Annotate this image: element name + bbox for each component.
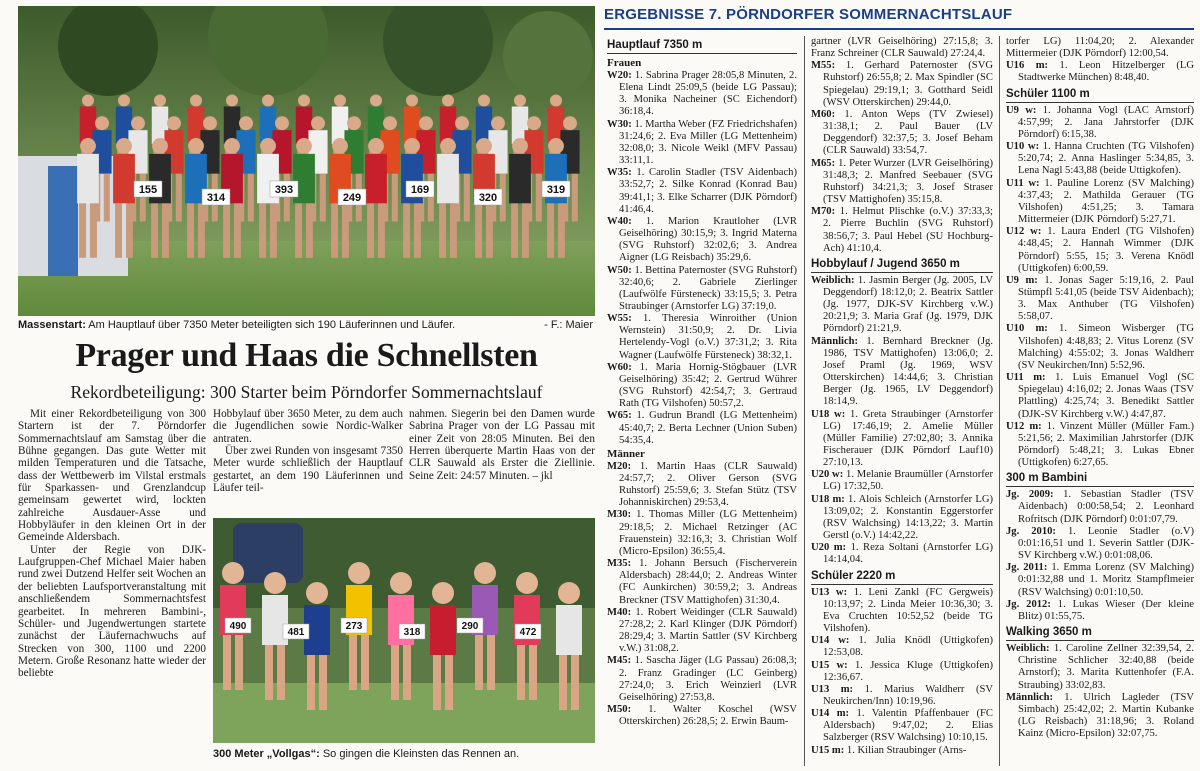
results-text: 1. Sascha Jäger (LG Passau) 26:08,3; 2. Franz Gradinger (LC Geinberg) 27:24,0; 3. Erich Weinzierl (LVR Geiselhöring) 27:53,8. bbox=[619, 655, 797, 703]
results-category: Jg. 2011: bbox=[1006, 562, 1048, 574]
svg-text:481: 481 bbox=[287, 627, 305, 638]
results-category: Männlich: bbox=[1006, 691, 1054, 703]
results-text: 1. Ulrich Lagleder (TSV Simbach) 25:42,02; 2. Martin Kubanke (LG Reisbach) 31:18,96; 3. Roland Kainz (Micro-Epsilon) 32:07,75. bbox=[1018, 691, 1194, 740]
results-entry bbox=[607, 558, 797, 607]
child-bib bbox=[457, 618, 483, 633]
results-category: U14 w: bbox=[811, 635, 850, 647]
article-paragraph: Mit einer Rekordbeteiligung von 300 Startern ist der 7. Pörndorfer Sommernachtslauf am Samstag über die Bühne gegangen. Das gute Wetter mit milden Temperaturen und die Tatsache, dass der Wettbewerb im Vilstal erstmals für Sparkassen- und Grenzlandcup gemeinsam gewertet wird, lockten zahlreiche Ausdauer-Asse und Hobbyläufer in den kleinen Ort in der Gemeinde Aldersbach. bbox=[18, 408, 206, 544]
svg-text:318: 318 bbox=[403, 627, 421, 638]
results-text: 1. Robert Weidinger (CLR Sauwald) 27:28,2; 2. Karl Klinger (DJK Pörndorf) 28:29,4; 3. Martin Sattler (SV Kirchberg v.W.) 31:08,2. bbox=[619, 606, 797, 655]
results-entry bbox=[1006, 599, 1194, 623]
results-category: U16 m: bbox=[1006, 60, 1049, 72]
results-entry bbox=[607, 167, 797, 216]
results-entry bbox=[607, 607, 797, 656]
results-category: U10 m: bbox=[1006, 323, 1048, 335]
results-category: U20 m: bbox=[811, 542, 847, 554]
results-entry bbox=[607, 313, 797, 362]
svg-text:290: 290 bbox=[461, 621, 479, 632]
results-text: 1. Laura Enderl (TG Vilshofen) 4:48,45; 2. Hannah Wimmer (DJK Pörndorf) 5:55, 15; 3. Verena Knödl (Uttigkofen) 6:00,59. bbox=[1018, 226, 1194, 274]
results-entry bbox=[811, 542, 993, 566]
results-text: 1. Gerhard Paternoster (SVG Ruhstorf) 26:55,8; 2. Max Spindler (SC Spiegelau) 29:19,1; 3. Gotthard Seidl (WSV Otterskirchen) 29:44,0. bbox=[823, 60, 993, 108]
results-category: U9 m: bbox=[1006, 274, 1038, 286]
results-entry-continuation: torfer LG) 11:04,20; 2. Alexander Mittermeier (DJK Pörndorf) 12:00,54. bbox=[1006, 36, 1194, 60]
results-text: 1. Valentin Pfaffenbauer (FC Aldersbach) 9:47,02; 2. Elias Salzberger (RSV Walchsing) 10:10,15. bbox=[823, 708, 993, 744]
child-bib bbox=[283, 624, 309, 639]
results-text: 1. Kilian Straubinger (Arns- bbox=[844, 744, 967, 756]
runner-bib bbox=[202, 189, 230, 205]
results-section-heading: Walking 3650 m bbox=[1006, 625, 1194, 641]
article-headline: Prager und Haas die Schnellsten bbox=[75, 337, 538, 374]
results-category: Jg. 2010: bbox=[1006, 525, 1056, 537]
results-entry bbox=[811, 708, 993, 744]
child-bib bbox=[341, 618, 367, 633]
results-text: 1. Marion Krautloher (LVR Geiselhöring) 30:15,9; 3. Ingrid Materna (SVG Ruhstorf) 32:02,6; 3. Andrea Aigner (LG Reisbach) 35:29,6. bbox=[619, 215, 797, 264]
results-entry bbox=[607, 655, 797, 704]
results-section-heading: 300 m Bambini bbox=[1006, 471, 1194, 487]
results-text: 1. Theresia Winroither (Union Wernstein) 31:50,9; 2. Dr. Livia Hertelendy-Vogl (o.V.) 37:31,2; 3. Rita Wagner (Laufwölfe Fürsteneck) 38:32,1. bbox=[619, 313, 797, 361]
results-text: 1. Hanna Cruchten (TG Vilshofen) 5:20,74; 2. Anna Haslinger 5:34,85, 3. Lena Nagl 5:43,88 (beide Uttigkofen). bbox=[1018, 141, 1194, 177]
results-entry bbox=[1006, 526, 1194, 562]
results-section-heading: Schüler 2220 m bbox=[811, 569, 993, 585]
results-entry bbox=[1006, 226, 1194, 275]
results-text: 1. Alois Schleich (Arnstorfer LG) 13:09,02; 2. Konstantin Eggerstorfer (RSV Walchsing) 14:13,22; 3. Martin Gerstl (o.V.) 14:42,22. bbox=[823, 493, 993, 542]
results-category: U10 w: bbox=[1006, 141, 1040, 153]
results-text: 1. Reza Soltani (Arnstorfer LG) 14:14,04. bbox=[823, 542, 993, 566]
results-category: U13 w: bbox=[811, 586, 848, 598]
runner-bib bbox=[338, 189, 366, 205]
results-text: 1. Lukas Wieser (Der kleine Blitz) 01:55,75. bbox=[1018, 598, 1194, 622]
results-category: M45: bbox=[607, 655, 632, 667]
article-column-3 bbox=[409, 408, 595, 482]
results-entry bbox=[1006, 643, 1194, 692]
results-text: 1. Johann Bersuch (Fischerverein Aldersbach) 28:44,0; 2. Andreas Winter (FC Aunkirchen) 30:59,2; 3. Andreas Breckner (TSV Mattighofen) 31:30,4. bbox=[619, 558, 797, 606]
results-text: 1. Sebastian Stadler (TSV Aidenbach) 0:00:58,54; 2. Leonhard Rofritsch (DJK Pörndorf) 0:01:07,79. bbox=[1018, 489, 1194, 525]
results-text: 1. Helmut Plischke (o.V.) 37:33,3; 2. Pierre Buchlin (SVG Ruhstorf) 38:56,7; 3. Paul Hebel (SU Hochburg-Ach) 41:10,4. bbox=[823, 206, 993, 254]
results-subheading: Frauen bbox=[607, 57, 642, 69]
results-text: 1. Thomas Miller (LG Mettenheim) 29:18,5; 2. Michael Retzinger (AC Frauenstein) 32:16,3; 3. Christian Wolf (Micro-Epsilon) 36:55,4. bbox=[619, 509, 797, 557]
photo-caption-1: Massenstart: Am Hauptlauf über 7350 Meter beteiligten sich 190 Läuferinnen und Läufer. - F.: Maier bbox=[18, 319, 593, 331]
article-column-1 bbox=[18, 408, 206, 680]
mass-start-image bbox=[18, 6, 595, 316]
results-subheading: Männer bbox=[607, 447, 645, 460]
results-entry bbox=[1006, 372, 1194, 421]
article-paragraph: Über zwei Runden von insgesamt 7350 Meter wurde schließlich der Hauptlauf gestartet, an dem 190 Läuferinnen und Läufer teil- bbox=[213, 445, 403, 495]
results-entry bbox=[811, 158, 993, 207]
photo-credit: - F.: Maier bbox=[544, 319, 593, 331]
runner-bib bbox=[270, 181, 298, 197]
child-bib bbox=[515, 624, 541, 639]
results-text: 1. Vinzent Müller (Müller Fam.) 5:21,56; 2. Maximilian Jahrstorfer (DJK Pörndorf) 5:48,21; 3. Lukas Ebner (Uttigkofen) 6:27,65. bbox=[1018, 420, 1194, 469]
results-entry bbox=[811, 635, 993, 659]
results-entry bbox=[811, 660, 993, 684]
results-text: 1. Leni Zankl (FC Gergweis) 10:13,97; 2. Linda Meier 10:36,30; 3. Eva Cruchten 10:52,52 (beide TG Vilshofen). bbox=[823, 586, 993, 635]
results-text: 1. Bettina Paternoster (SVG Ruhstorf) 32:40,6; 2. Gabriele Zierlinger (Laufwölfe Fürsteneck) 33:15,5; 3. Petra Straubinger (Arnstorfer LG) 37:19,0. bbox=[619, 264, 797, 312]
results-text: 1. Jessica Kluge (Uttigkofen) 12:36,67. bbox=[823, 659, 993, 683]
results-category: W65: bbox=[607, 410, 632, 422]
results-entry bbox=[811, 684, 993, 708]
results-text: 1. Marius Waldherr (SV Neukirchen/Inn) 10:19,96. bbox=[823, 683, 993, 707]
results-entry bbox=[607, 362, 797, 411]
results-category: Jg. 2012: bbox=[1006, 598, 1051, 610]
results-entry bbox=[607, 704, 797, 728]
results-text: 1. Martin Haas (CLR Sauwald) 24:57,7; 2. Oliver Gerson (SVG Ruhstorf) 25:59,6; 3. Stefan Stütz (TSV Johanniskirchen) 29:53,4. bbox=[619, 460, 797, 509]
results-entry bbox=[1006, 562, 1194, 598]
results-category: M30: bbox=[607, 509, 632, 521]
results-category: Weiblich: bbox=[811, 274, 855, 286]
svg-text:155: 155 bbox=[138, 184, 158, 196]
child-bib bbox=[225, 618, 251, 633]
results-text: 1. Leonie Stadler (o.V) 0:01:16,51 und 1. Severin Sattler (DJK-SV Kirchberg v.W.) 0:01:08,06. bbox=[1018, 525, 1194, 562]
results-category: U12 w: bbox=[1006, 226, 1042, 238]
svg-text:319: 319 bbox=[546, 184, 566, 196]
results-entry bbox=[811, 60, 993, 109]
results-entry bbox=[1006, 275, 1194, 324]
results-text: 1. Gudrun Brandl (LG Mettenheim) 45:40,7; 2. Berta Lechner (Union Suben) 54:35,4. bbox=[619, 410, 797, 446]
results-text: 1. Greta Straubinger (Arnstorfer LG) 17:46,19; 2. Amelie Müller (Müller Familie) 27:02,80; 3. Annika Fischerauer (DJK Pörndorf Lauf10) 27:10,13. bbox=[823, 408, 993, 469]
results-entry bbox=[811, 206, 993, 255]
results-category: U20 w: bbox=[811, 469, 844, 481]
results-category: W50: bbox=[607, 264, 632, 276]
child-bib bbox=[399, 624, 425, 639]
svg-text:472: 472 bbox=[519, 627, 537, 638]
article-subheadline: Rekordbeteiligung: 300 Starter beim Pörndorfer Sommernachtslauf bbox=[70, 382, 543, 402]
results-entry bbox=[811, 469, 993, 493]
kids-race-photo bbox=[213, 518, 595, 743]
results-section-heading: Schüler 1100 m bbox=[1006, 87, 1194, 103]
results-section-heading: Hauptlauf 7350 m bbox=[607, 38, 797, 54]
results-text: 1. Maria Hornig-Stögbauer (LVR Geiselhöring) 35:42; 2. Gertrud Wührer (SVG Ruhstorf) 42:54,7; 3. Gertraud Rath (TG Vilshofen) 50:57,2. bbox=[619, 361, 797, 410]
runner-bib bbox=[406, 181, 434, 197]
article-paragraph: nahmen. Siegerin bei den Damen wurde Sabrina Prager von der LG Passau mit einer Zeit von 28:05 Minuten. Bei den Herren überquerte Martin Haas von der CLR Sauwald als Erster die Ziellinie. Seine Zeit: 24:57 Minuten. – jkl bbox=[409, 408, 595, 482]
results-text: 1. Peter Wurzer (LVR Geiselhöring) 31:48,3; 2. Manfred Seebauer (SVG Ruhstorf) 34:21,3; 3. Josef Straser (TSV Mattighofen) 35:15,8. bbox=[823, 157, 993, 206]
article-paragraph: Unter der Regie von DJK-Laufgruppen-Chef Michael Maier haben rund zwei Dutzend Helfer seit Wochen an der beliebten Laufsportveranstaltung mit anschließendem Sommernachtsfest gearbeitet. In mehreren Bambini-, Schüler- und Jugendwertungen startete zunächst der Läufernachwuchs auf Strecken von 300, 1100 und 2200 Metern. Große Resonanz hatte wieder der beliebte bbox=[18, 543, 206, 680]
runner-bib bbox=[542, 181, 570, 197]
column-divider bbox=[999, 36, 1000, 766]
results-entry bbox=[1006, 178, 1194, 227]
runner-bib bbox=[474, 189, 502, 205]
results-category: U11 w: bbox=[1006, 177, 1040, 189]
results-entry bbox=[1006, 323, 1194, 372]
results-entry bbox=[607, 265, 797, 314]
results-category: W55: bbox=[607, 313, 632, 325]
results-text: 1. Leon Hitzelberger (LG Stadtwerke München) 8:48,40. bbox=[1018, 60, 1194, 84]
results-text: 1. Martha Weber (FZ Friedrichshafen) 31:24,6; 2. Eva Miller (LG Mettenheim) 32:08,0; 3. Nicole Weikl (MFV Passau) 33:11,1. bbox=[619, 118, 797, 167]
results-column-2 bbox=[811, 36, 993, 766]
svg-text:393: 393 bbox=[274, 184, 294, 196]
results-text: 1. Pauline Lorenz (SV Malching) 4:37,43; 2. Mathilda Gerauer (TG Vilshofen) 4:51,25; 3. Tamara Mittermeier (DJK Pörndorf) 5:27,71. bbox=[1018, 177, 1194, 226]
results-category: M60: bbox=[811, 108, 836, 120]
results-category: M65: bbox=[811, 157, 836, 169]
svg-text:273: 273 bbox=[345, 621, 363, 632]
results-text: 1. Carolin Stadler (TSV Aidenbach) 33:52,7; 2. Silke Konrad (Konrad Bau) 39:41,1; 3. Elke Scharrer (DJK Pörndorf) 41:46,4. bbox=[619, 167, 797, 215]
results-category: W40: bbox=[607, 215, 632, 227]
svg-text:169: 169 bbox=[410, 184, 430, 196]
results-text: 1. Caroline Zellner 32:39,54, 2. Christine Schlicher 32:40,88 (beide Arnstorf); 3. Marita Kuttenhofer (F.A. Straubing) 33:02,83. bbox=[1018, 643, 1194, 691]
svg-text:314: 314 bbox=[206, 192, 226, 204]
results-entry bbox=[607, 509, 797, 558]
results-category: M70: bbox=[811, 206, 836, 218]
results-entry bbox=[811, 587, 993, 636]
article-paragraph: Hobbylauf über 3650 Meter, zu dem auch die Jugendlichen sowie Nordic-Walker antraten. bbox=[213, 408, 403, 445]
results-category: U15 w: bbox=[811, 659, 848, 671]
results-entry bbox=[811, 409, 993, 470]
results-category: Männlich: bbox=[811, 335, 859, 347]
article-column-2 bbox=[213, 408, 403, 494]
results-category: U13 m: bbox=[811, 683, 854, 695]
results-entry bbox=[607, 119, 797, 168]
results-category: M20: bbox=[607, 460, 632, 472]
results-column-3 bbox=[1006, 36, 1194, 766]
svg-text:490: 490 bbox=[229, 621, 247, 632]
results-entry bbox=[1006, 60, 1194, 84]
results-text: 1. Melanie Braumüller (Arnstorfer LG) 17:32,50. bbox=[823, 469, 993, 493]
svg-text:249: 249 bbox=[342, 192, 362, 204]
results-category: U12 m: bbox=[1006, 420, 1042, 432]
results-text: 1. Bernhard Breckner (Jg. 1986, TSV Mattighofen) 13:06,0; 2. Josef Praml (Jg. 1969, WSV Otterskirchen) 14:44,6; 3. Christian Berger (Jg. 1965, LV Deggendorf) 18:14,9. bbox=[823, 335, 993, 408]
mass-start-photo bbox=[18, 6, 595, 316]
results-entry bbox=[1006, 105, 1194, 141]
results-entry bbox=[607, 216, 797, 265]
results-entry bbox=[607, 461, 797, 510]
results-text: 1. Luis Emanuel Vogl (SC Spiegelau) 4:16,02; 2. Jonas Waas (TSV Plattling) 4:25,74; 3. Benedikt Sattler (DJK-SV Kirchberg v.W.) 4:47,87. bbox=[1018, 372, 1194, 420]
results-category: Jg. 2009: bbox=[1006, 489, 1054, 501]
svg-text:320: 320 bbox=[478, 192, 498, 204]
results-category: W30: bbox=[607, 118, 632, 130]
results-category: W35: bbox=[607, 167, 632, 179]
results-category: Weiblich: bbox=[1006, 643, 1050, 655]
results-category: U11 m: bbox=[1006, 372, 1046, 384]
results-category: U9 w: bbox=[1006, 104, 1037, 116]
results-entry bbox=[811, 275, 993, 336]
results-category: U18 m: bbox=[811, 493, 845, 505]
results-text: 1. Walter Koschel (WSV Otterskirchen) 26:28,5; 2. Erwin Baum- bbox=[619, 703, 797, 728]
results-category: U18 w: bbox=[811, 408, 846, 420]
results-text: 1. Simeon Wisberger (TG Vilshofen) 4:48,83; 2. Vitus Lorenz (SV Malching) 4:55:02; 3. Jonas Waldherr (SV Neukirchen/Inn) 5:52,96. bbox=[1018, 323, 1194, 371]
results-text: 1. Jasmin Berger (Jg. 2005, LV Deggendorf) 18:12,0; 2. Beatrix Sattler (Jg. 1977, DJK-SV Kirchberg v.W.) 20:21,9; 3. Maria Graf (Jg. 1979, DJK Pörndorf) 21:21,9. bbox=[823, 274, 993, 335]
results-text: 1. Anton Weps (TV Zwiesel) 31:38,1; 2. Paul Bauer (LV Deggendorf) 32:37,5; 3. Josef Beham (CLR Sauwald) 33:54,7. bbox=[823, 108, 993, 157]
results-section-heading: Hobbylauf / Jugend 3650 m bbox=[811, 257, 993, 273]
results-entry bbox=[811, 336, 993, 409]
results-text: 1. Emma Lorenz (SV Malching) 0:01:32,88 und 1. Moritz Stampflmeier (RSV Walchsing) 0:01:10,50. bbox=[1018, 562, 1194, 598]
results-entry bbox=[1006, 692, 1194, 741]
results-text: 1. Julia Knödl (Uttigkofen) 12:53,08. bbox=[823, 635, 993, 659]
results-category: W60: bbox=[607, 361, 632, 373]
results-category: M35: bbox=[607, 558, 632, 570]
photo-caption-2: 300 Meter „Vollgas“: So gingen die Kleinsten das Rennen an. bbox=[213, 748, 520, 760]
results-entry bbox=[811, 494, 993, 543]
results-entry bbox=[607, 70, 797, 119]
results-entry bbox=[1006, 421, 1194, 470]
results-text: 1. Johanna Vogl (LAC Arnstorf) 4:57,99; 2. Jana Jahrstorfer (DJK Pörndorf) 6:15,38. bbox=[1018, 104, 1194, 140]
results-category: M55: bbox=[811, 60, 836, 72]
results-entry bbox=[811, 745, 993, 757]
results-entry bbox=[607, 410, 797, 446]
runner-bib bbox=[134, 181, 162, 197]
column-divider bbox=[804, 36, 805, 766]
results-category: M50: bbox=[607, 703, 632, 715]
kids-race-image bbox=[213, 518, 595, 743]
results-text: 1. Sabrina Prager 28:05,8 Minuten, 2. Elena Lindt 25:09,5 (beide LG Passau); 3. Monika Nacheiner (SC Eichendorf) 36:18,4. bbox=[619, 70, 797, 118]
results-category: U14 m: bbox=[811, 708, 850, 720]
results-entry-continuation: gartner (LVR Geiselhöring) 27:15,8; 3. Franz Schreiner (CLR Sauwald) 27:24,4. bbox=[811, 36, 993, 60]
results-entry bbox=[1006, 141, 1194, 177]
results-text: 1. Jonas Sager 5:19,16, 2. Paul Stümpfl 5:41,05 (beide TSV Aidenbach); 3. Max Anthuber (TG Vilshofen) 5:58,07. bbox=[1018, 274, 1194, 323]
results-title: ERGEBNISSE 7. PÖRNDORFER SOMMERNACHTSLAUF bbox=[604, 6, 1194, 30]
results-category: M40: bbox=[607, 606, 632, 618]
results-entry bbox=[1006, 489, 1194, 525]
results-category: U15 m: bbox=[811, 744, 845, 756]
results-category: W20: bbox=[607, 70, 632, 81]
results-column-1 bbox=[607, 36, 797, 766]
results-entry bbox=[811, 109, 993, 158]
